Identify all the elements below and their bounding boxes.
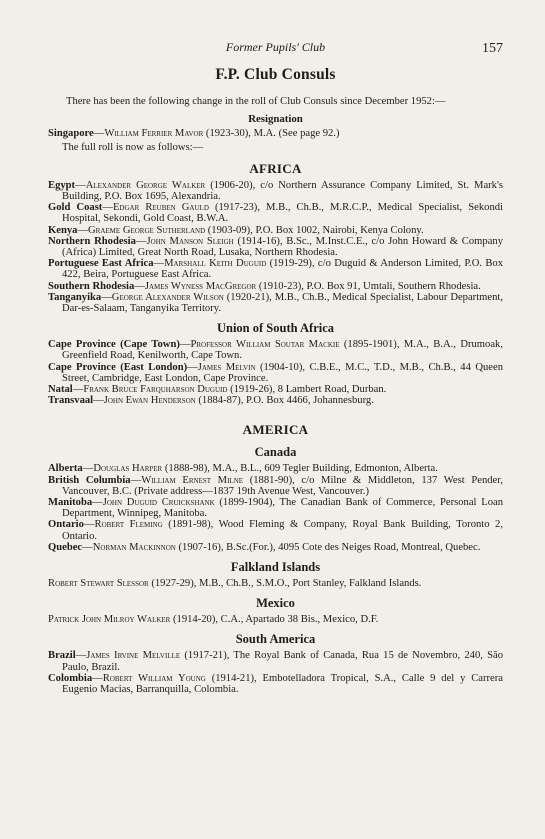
entry-name: James Melvin bbox=[197, 361, 256, 373]
entry-name: James Wyness MacGregor bbox=[144, 280, 257, 292]
consul-entry: Natal—Frank Bruce Farquharson Duguid (1919-26), 8 Lambert Road, Durban. bbox=[48, 383, 387, 395]
entry-place: Transvaal bbox=[48, 395, 94, 407]
entry-place: Manitoba bbox=[48, 496, 93, 508]
intro-paragraph: There has been the following change in the roll of Club Consuls since December 1952:— bbox=[66, 96, 446, 107]
entry-place: Ontario bbox=[48, 519, 84, 531]
entry-details: (1914-21), Embotelladora Tropical, S.A., Calle 9 del y Carrera Eugenio Macias, Barranquilla, Colombia. bbox=[62, 672, 503, 695]
entry-details: (1923-30), M.A. (See page 92.) bbox=[205, 128, 340, 140]
consul-entry bbox=[48, 614, 503, 625]
entry-name: John Ewan Henderson bbox=[103, 395, 196, 407]
full-roll-note: The full roll is now as follows:— bbox=[62, 141, 204, 153]
consul-entry: Brazil—James Irvine Melville (1917-21), The Royal Bank of Canada, Rua 15 de Novembro, 240, São Paulo, Brazil. bbox=[48, 650, 503, 673]
entry-place: Cape Province (Cape Town) bbox=[48, 339, 180, 351]
entry-name: Douglas Harper bbox=[93, 463, 163, 475]
entry-details: (1917-23), M.B., Ch.B., M.R.C.P., Medical Specialist, Sekondi Hospital, Sekondi, Gold Coast, B.W.A. bbox=[62, 202, 504, 225]
entry-details: (1919-26), 8 Lambert Road, Durban. bbox=[230, 383, 387, 395]
entry-details: (1903-09), P.O. Box 1002, Nairobi, Kenya Colony. bbox=[207, 224, 424, 236]
entry-details: (1920-21), M.B., Ch.B., Medical Specialist, Labour Department, Dar-es-Salaam, Tanganyika Territory. bbox=[62, 291, 503, 314]
entry-place: Natal bbox=[48, 383, 73, 395]
entry-name: Robert Stewart Slessor bbox=[48, 577, 149, 589]
entry-name: Alexander George Walker bbox=[85, 179, 206, 191]
entry-place: Portuguese East Africa bbox=[48, 258, 154, 270]
entry-details: (1907-16), B.Sc.(For.), 4095 Cote des Neiges Road, Montreal, Quebec. bbox=[178, 541, 481, 553]
entry-place: Brazil bbox=[48, 650, 76, 662]
entry-name: Frank Bruce Farquharson Duguid bbox=[83, 383, 228, 395]
entry-name: Edgar Reuben Gauld bbox=[112, 202, 209, 214]
mexico-heading: Mexico bbox=[256, 596, 295, 611]
entry-place: Cape Province (East London) bbox=[48, 361, 188, 373]
entry-name: Norman Mackinnon bbox=[92, 541, 176, 553]
entry-details: (1917-21), The Royal Bank of Canada, Rua 15 de Novembro, 240, São Paulo, Brazil. bbox=[62, 650, 503, 673]
running-title: Former Pupils' Club bbox=[225, 40, 326, 54]
consul-entry: Portuguese East Africa—Marshall Keith Duguid (1919-29), c/o Duguid & Anderson Limited, P.O. Box 422, Beira, Portuguese East Africa. bbox=[48, 258, 503, 281]
consul-entry: Manitoba—John Duguid Cruickshank (1899-1904), The Canadian Bank of Commerce, Personal Loan Department, Winnipeg, Manitoba. bbox=[48, 496, 503, 520]
consul-entry: Gold Coast—Edgar Reuben Gauld (1917-23), M.B., Ch.B., M.R.C.P., Medical Specialist, Sekondi Hospital, Sekondi, Gold Coast, B.W.A. bbox=[48, 202, 504, 225]
consul-entry: Ontario—Robert Fleming (1891-98), Wood Fleming & Company, Royal Bank Building, Toronto 2, Ontario. bbox=[48, 519, 503, 542]
resignation-heading: Resignation bbox=[248, 113, 303, 126]
entry-details: (1881-90), c/o Milne & Middleton, 137 West Pender, Vancouver, B.C. (Private address—1837 19th Avenue West, Vancouver.) bbox=[62, 474, 503, 497]
consul-entry: Quebec—Norman Mackinnon (1907-16), B.Sc.(For.), 4095 Cote des Neiges Road, Montreal, Quebec. bbox=[48, 541, 481, 553]
entry-name: John Duguid Cruickshank bbox=[102, 496, 215, 508]
entry-place: Northern Rhodesia bbox=[48, 235, 136, 247]
running-header bbox=[48, 40, 503, 58]
entry-name: Patrick John Milroy Walker bbox=[48, 614, 171, 626]
south-america-heading: South America bbox=[235, 632, 316, 647]
entry-place: Kenya bbox=[48, 224, 78, 236]
entry-details: (1927-29), M.B., Ch.B., S.M.O., Port Stanley, Falkland Islands. bbox=[151, 577, 422, 589]
entry-place: Colombia bbox=[48, 672, 93, 684]
entry-details: (1899-1904), The Canadian Bank of Commerce, Personal Loan Department, Winnipeg, Manitoba. bbox=[62, 496, 503, 520]
consul-entry: Colombia—Robert William Young (1914-21), Embotelladora Tropical, S.A., Calle 9 del y Carrera Eugenio Macias, Barranquilla, Colombia. bbox=[48, 672, 503, 695]
entry-place: Egypt bbox=[48, 179, 76, 191]
entry-name: George Alexander Wilson bbox=[111, 291, 224, 303]
entry-place: Southern Rhodesia bbox=[48, 280, 135, 292]
consul-entry: Kenya—Graeme George Sutherland (1903-09), P.O. Box 1002, Nairobi, Kenya Colony. bbox=[48, 224, 424, 236]
entry-place: Alberta bbox=[48, 463, 83, 475]
consul-entry: Transvaal—John Ewan Henderson (1884-87), P.O. Box 4466, Johannesburg. bbox=[48, 395, 374, 407]
entry-place: Singapore bbox=[48, 128, 94, 140]
entry-place: Gold Coast bbox=[48, 202, 103, 214]
entry-details: (1906-20), c/o Northern Assurance Company Limited, St. Mark's Building, P.O. Box 1695, Alexandria. bbox=[62, 179, 503, 202]
canada-heading: Canada bbox=[254, 445, 297, 460]
entry-details: (1884-87), P.O. Box 4466, Johannesburg. bbox=[198, 395, 374, 407]
consul-entry bbox=[48, 578, 503, 589]
page-number: 157 bbox=[482, 41, 503, 56]
entry-name: Robert Fleming bbox=[94, 519, 163, 531]
entry-name: John Manson Sleigh bbox=[146, 235, 234, 247]
entry-details: (1888-98), M.A., B.L., 609 Tegler Building, Edmonton, Alberta. bbox=[164, 463, 438, 475]
consul-entry: Alberta—Douglas Harper (1888-98), M.A., B.L., 609 Tegler Building, Edmonton, Alberta. bbox=[48, 463, 438, 475]
consul-entry: British Columbia—William Ernest Milne (1881-90), c/o Milne & Middleton, 137 West Pender, Vancouver, B.C. (Private address—1837 19th Avenue West, Vancouver.) bbox=[48, 474, 503, 497]
consul-entry: Northern Rhodesia—John Manson Sleigh (1914-16), B.Sc., M.Inst.C.E., c/o John Howard & Company (Africa) Limited, Great North Road, Lusaka, Northern Rhodesia. bbox=[48, 235, 503, 258]
entry-name: Marshall Keith Duguid bbox=[164, 258, 267, 270]
africa-heading: AFRICA bbox=[249, 160, 302, 176]
consul-entry: Cape Province (East London)—James Melvin (1904-10), C.B.E., M.C., T.D., M.B., Ch.B., 44 Queen Street, Cambridge, East London, Cape Province. bbox=[48, 361, 503, 384]
entry-details: (1914-20), C.A., Apartado 38 Bis., Mexico, D.F. bbox=[173, 614, 379, 626]
consul-entry: Southern Rhodesia—James Wyness MacGregor (1910-23), P.O. Box 91, Umtali, Southern Rhodesia. bbox=[48, 280, 481, 292]
entry-details: (1904-10), C.B.E., M.C., T.D., M.B., Ch.B., 44 Queen Street, Cambridge, East London, Cape Province. bbox=[62, 361, 503, 384]
entry-name: Robert William Young bbox=[102, 672, 206, 684]
entry-details: (1919-29), c/o Duguid & Anderson Limited, P.O. Box 422, Beira, Portuguese East Africa. bbox=[62, 258, 503, 281]
entry-name: James Irvine Melville bbox=[86, 650, 181, 662]
page-title: F.P. Club Consuls bbox=[215, 66, 336, 83]
falkland-heading: Falkland Islands bbox=[230, 559, 321, 574]
entry-details: (1914-16), B.Sc., M.Inst.C.E., c/o John Howard & Company (Africa) Limited, Great North Road, Lusaka, Northern Rhodesia. bbox=[62, 235, 503, 258]
entry-place: British Columbia bbox=[48, 474, 131, 486]
resignation-entry: Singapore—William Ferrier Mavor (1923-30), M.A. (See page 92.) bbox=[48, 128, 340, 140]
consul-entry: Tanganyika—George Alexander Wilson (1920-21), M.B., Ch.B., Medical Specialist, Labour Department, Dar-es-Salaam, Tanganyika Territory. bbox=[48, 291, 503, 314]
entry-place: Quebec bbox=[48, 541, 83, 553]
consul-entry: Egypt—Alexander George Walker (1906-20), c/o Northern Assurance Company Limited, St. Mark's Building, P.O. Box 1695, Alexandria. bbox=[48, 179, 503, 202]
entry-name: William Ferrier Mavor bbox=[104, 128, 204, 140]
america-heading: AMERICA bbox=[242, 422, 309, 438]
entry-details: (1910-23), P.O. Box 91, Umtali, Southern Rhodesia. bbox=[258, 280, 481, 292]
entry-details: (1895-1901), M.A., B.A., Drumoak, Greenfield Road, Kenilworth, Cape Town. bbox=[62, 339, 503, 362]
entry-name: William Ernest Milne bbox=[141, 474, 244, 486]
entry-details: (1891-98), Wood Fleming & Company, Royal Bank Building, Toronto 2, Ontario. bbox=[62, 519, 503, 542]
entry-place: Tanganyika bbox=[48, 291, 102, 303]
entry-name: Professor William Soutar Mackie bbox=[190, 339, 340, 351]
entry-name: Graeme George Sutherland bbox=[88, 224, 206, 236]
consul-entry: Cape Province (Cape Town)—Professor William Soutar Mackie (1895-1901), M.A., B.A., Drumoak, Greenfield Road, Kenilworth, Cape Town. bbox=[48, 339, 503, 362]
south-africa-heading: Union of South Africa bbox=[216, 321, 335, 336]
